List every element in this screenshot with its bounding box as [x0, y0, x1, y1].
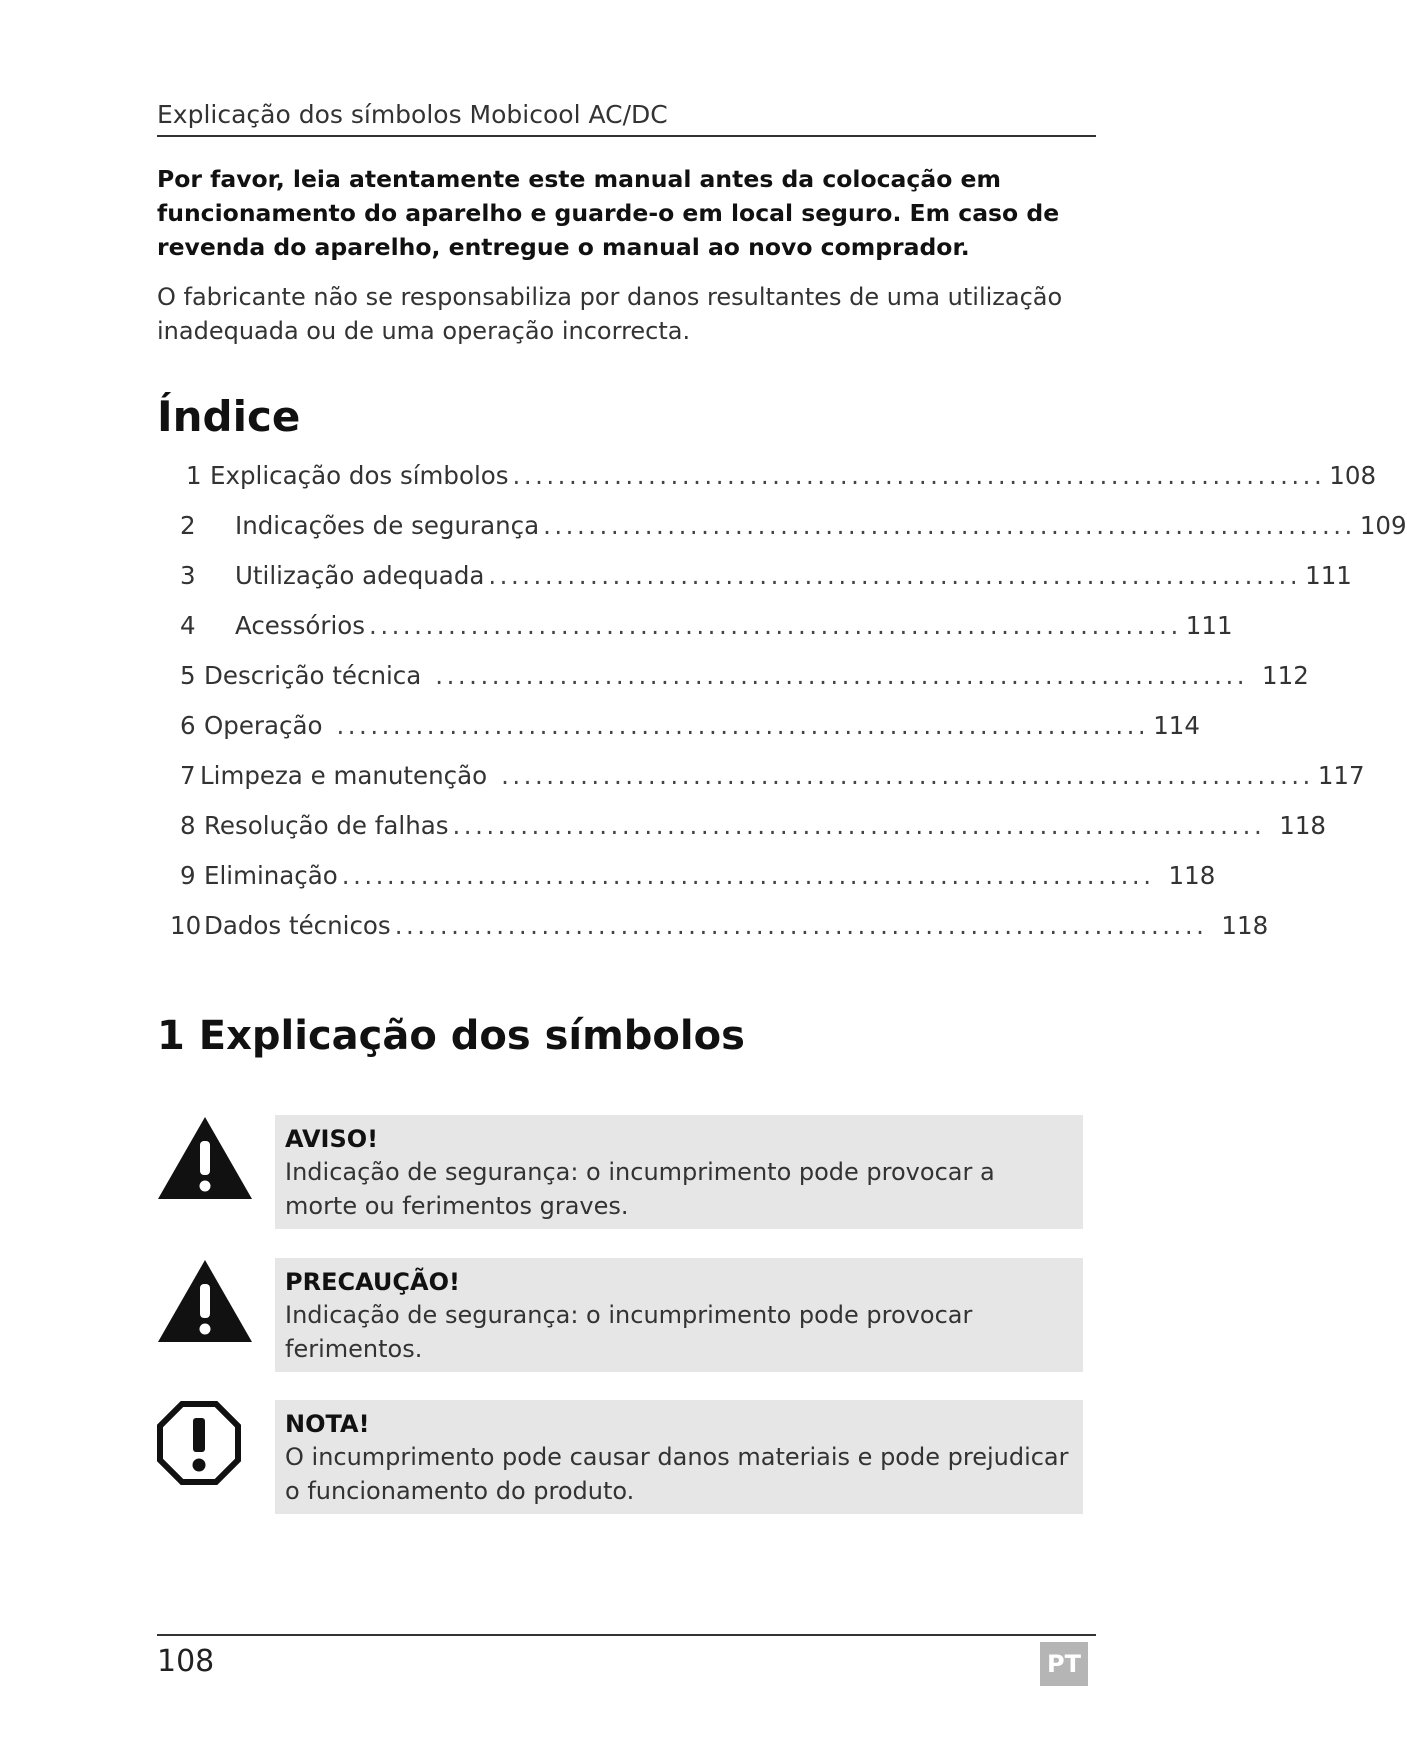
page-number: 108 [157, 1644, 215, 1679]
toc-item-number: 7 [180, 761, 196, 790]
toc-item-label: Explicação dos símbolos [210, 461, 509, 490]
toc-leader-dots: ........................................................................ [452, 811, 1266, 840]
toc-item-page: 117 [1317, 761, 1365, 790]
toc-item-number: 5 [180, 661, 196, 690]
toc-leader-dots: ........................................................................ [488, 561, 1302, 590]
toc-item[interactable] [170, 911, 1269, 951]
toc-item-label: Resolução de falhas [204, 811, 449, 840]
toc-item[interactable] [180, 611, 1233, 651]
toc-leader-dots: ........................................................................ [512, 461, 1326, 490]
toc-item[interactable] [180, 561, 1352, 601]
toc-item[interactable] [180, 711, 1200, 751]
toc-item[interactable] [180, 811, 1327, 851]
toc-item[interactable] [180, 511, 1407, 551]
toc-item[interactable] [180, 661, 1309, 701]
caution-triangle-icon [156, 1258, 254, 1348]
toc-item-page: 109 [1359, 511, 1407, 540]
notice-text: Indicação de segurança: o incumprimento pode provocar ferimentos. [285, 1301, 973, 1363]
toc-leader-dots: ........................................................................ [369, 611, 1182, 640]
toc-item-page: 112 [1262, 661, 1309, 690]
toc-leader-dots: ........................................................................ [394, 911, 1208, 940]
toc-item-page: 118 [1279, 811, 1327, 840]
toc-leader-dots: ........................................................................ [501, 761, 1314, 790]
caution-notice [275, 1258, 1083, 1372]
intro-bold-text: Por favor, leia atentamente este manual antes da colocação em funcionamento do aparelho e guarde-o em local seguro. Em caso de revenda do aparelho, entregue o manual ao novo comprador. [157, 165, 1060, 261]
toc-item-number: 2 [180, 511, 196, 540]
intro-text: O fabricante não se responsabiliza por danos resultantes de uma utilização inadequada ou de uma operação incorrecta. [157, 283, 1063, 345]
toc-item-page: 108 [1329, 461, 1377, 490]
toc-item-label: Limpeza e manutenção [200, 761, 488, 790]
toc-item-label: Acessórios [235, 611, 366, 640]
toc-item-number: 1 [186, 461, 202, 490]
toc-item-label: Dados técnicos [204, 911, 391, 940]
language-badge: PT [1040, 1642, 1088, 1686]
toc-leader-dots: ........................................................................ [336, 711, 1150, 740]
section-title: 1 Explicação dos símbolos [157, 1013, 745, 1059]
toc-leader-dots: ........................................................................ [543, 511, 1356, 540]
toc-item[interactable] [180, 761, 1365, 801]
running-header: Explicação dos símbolos Mobicool AC/DC [157, 100, 1096, 137]
warning-triangle-icon [156, 1115, 254, 1205]
toc-item-page: 118 [1168, 861, 1216, 890]
notice-text: O incumprimento pode causar danos materiais e pode prejudicar o funcionamento do produto. [285, 1443, 1069, 1505]
toc-item-number: 4 [180, 611, 196, 640]
toc-leader-dots: ........................................................................ [341, 861, 1155, 890]
toc-item-label: Indicações de segurança [235, 511, 540, 540]
toc-item-number: 10 [170, 911, 202, 940]
toc-item-number: 3 [180, 561, 196, 590]
note-notice [275, 1400, 1083, 1514]
notice-text: Indicação de segurança: o incumprimento pode provocar a morte ou ferimentos graves. [285, 1158, 995, 1220]
toc-item-page: 114 [1153, 711, 1200, 740]
toc-item-label: Eliminação [204, 861, 338, 890]
toc-item[interactable] [186, 461, 1377, 501]
notice-heading: NOTA! [285, 1410, 370, 1438]
warning-notice [275, 1115, 1083, 1229]
notice-heading: AVISO! [285, 1125, 379, 1153]
footer-divider [157, 1634, 1096, 1636]
toc-item-number: 8 [180, 811, 196, 840]
toc-item-number: 6 [180, 711, 196, 740]
toc-item-page: 111 [1305, 561, 1352, 590]
toc-item-label: Utilização adequada [235, 561, 485, 590]
toc-item-page: 111 [1185, 611, 1233, 640]
toc-item-page: 118 [1221, 911, 1269, 940]
note-octagon-icon [156, 1400, 242, 1490]
toc-item-label: Operação [204, 711, 323, 740]
toc-title: Índice [157, 392, 301, 441]
toc-item[interactable] [180, 861, 1216, 901]
toc-item-number: 9 [180, 861, 196, 890]
toc-item-label: Descrição técnica [204, 661, 422, 690]
toc-leader-dots: ........................................................................ [435, 661, 1249, 690]
notice-heading: PRECAUÇÃO! [285, 1268, 460, 1296]
